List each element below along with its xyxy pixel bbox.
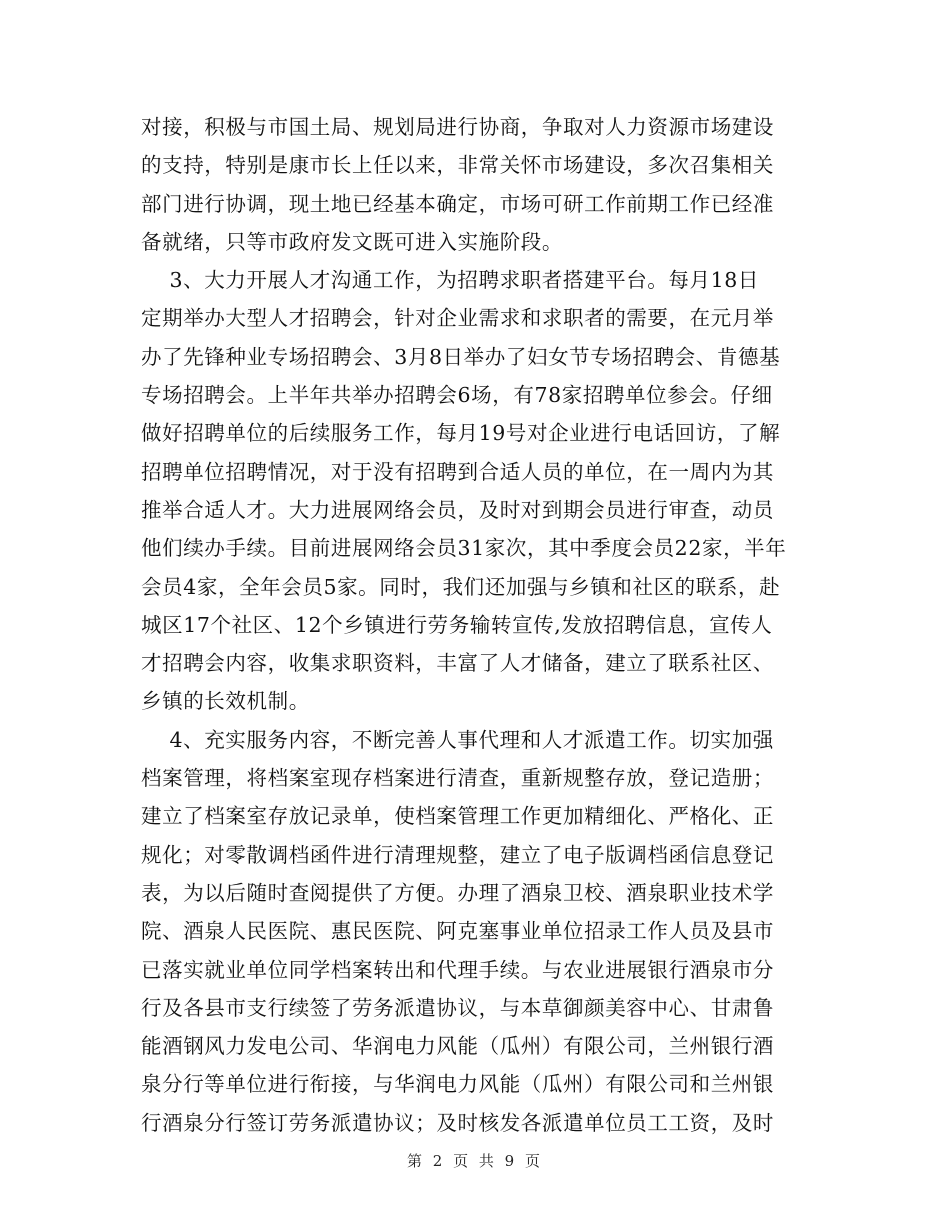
text-line: 招聘单位招聘情况，对于没有招聘到合适人员的单位，在一周内为其	[141, 459, 774, 484]
text-line: 4、充实服务内容，不断完善人事代理和人才派遣工作。切实加强	[141, 727, 774, 752]
text-line: 他们续办手续。目前进展网络会员31家次，其中季度会员22家，半年	[141, 536, 787, 561]
text-line: 定期举办大型人才招聘会，针对企业需求和求职者的需要，在元月举	[141, 306, 774, 331]
text-line: 部门进行协调，现土地已经基本确定，市场可研工作前期工作已经准	[141, 191, 774, 216]
text-line: 泉分行等单位进行衔接，与华润电力风能（瓜州）有限公司和兰州银	[141, 1072, 774, 1097]
text-line: 才招聘会内容，收集求职资料，丰富了人才储备，建立了联系社区、	[141, 651, 774, 676]
text-line: 表，为以后随时查阅提供了方便。办理了酒泉卫校、酒泉职业技术学	[141, 880, 774, 905]
body-text	[141, 108, 811, 1142]
text-line: 备就绪，只等市政府发文既可进入实施阶段。	[141, 229, 563, 254]
text-line: 院、酒泉人民医院、惠民医院、阿克塞事业单位招录工作人员及县市	[141, 919, 774, 944]
text-line: 专场招聘会。上半年共举办招聘会6场，有78家招聘单位参会。仔细	[141, 383, 773, 408]
text-line: 乡镇的长效机制。	[141, 689, 310, 714]
text-line: 能酒钢风力发电公司、华润电力风能（瓜州）有限公司，兰州银行酒	[141, 1034, 774, 1059]
text-line: 推举合适人才。大力进展网络会员，及时对到期会员进行审查，动员	[141, 497, 774, 522]
text-line: 行及各县市支行续签了劳务派遣协议，与本草御颜美容中心、甘肃鲁	[141, 995, 774, 1020]
text-line: 3、大力开展人才沟通工作，为招聘求职者搭建平台。每月18日	[141, 268, 759, 293]
text-line: 规化；对零散调档函件进行清理规整，建立了电子版调档函信息登记	[141, 842, 774, 867]
text-line: 的支持，特别是康市长上任以来，非常关怀市场建设，多次召集相关	[141, 153, 774, 178]
text-line: 会员4家，全年会员5家。同时，我们还加强与乡镇和社区的联系，赴	[141, 574, 781, 599]
text-line: 建立了档案室存放记录单，使档案管理工作更加精细化、严格化、正	[141, 804, 774, 829]
text-line: 已落实就业单位同学档案转出和代理手续。与农业进展银行酒泉市分	[141, 957, 774, 982]
text-line: 办了先锋种业专场招聘会、3月8日举办了妇女节专场招聘会、肯德基	[141, 344, 781, 369]
text-line: 城区17个社区、12个乡镇进行劳务输转宣传,发放招聘信息，宣传人	[141, 612, 773, 637]
text-line: 行酒泉分行签订劳务派遣协议；及时核发各派遣单位员工工资，及时	[141, 1110, 774, 1135]
page-number: 第 2 页 共 9 页	[407, 1152, 543, 1170]
text-line: 档案管理，将档案室现存档案进行清查，重新规整存放，登记造册；	[141, 766, 774, 791]
text-line: 对接，积极与市国土局、规划局进行协商，争取对人力资源市场建设	[141, 115, 774, 139]
text-line: 做好招聘单位的后续服务工作，每月19号对企业进行电话回访，了解	[141, 421, 781, 446]
